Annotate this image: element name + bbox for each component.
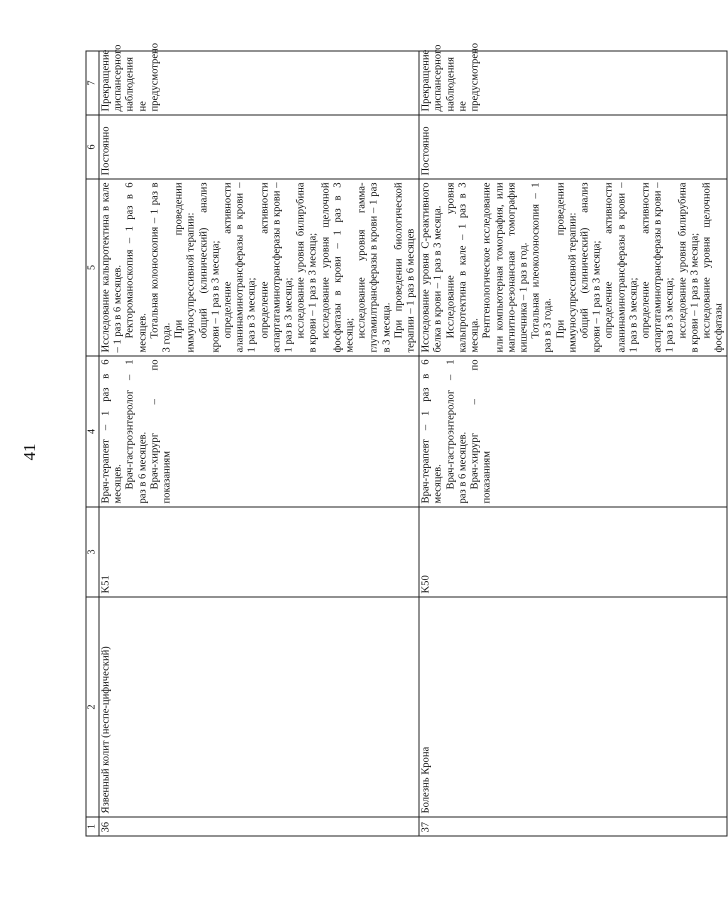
- table-header-row: [86, 51, 99, 836]
- column-header: 2: [86, 597, 99, 817]
- page-number: 41: [20, 443, 39, 461]
- duration-cell: Постоянно: [99, 115, 419, 179]
- studies-cell: [99, 179, 419, 356]
- column-header: 5: [86, 179, 99, 356]
- specialist-item: Врач-терапевт – 1 раз в 6 месяцев.: [100, 359, 124, 504]
- specialists-cell: [99, 356, 419, 507]
- study-item: определение активности аланинаминотрансферазы в крови – 1 раз в 3 месяца;: [603, 182, 640, 353]
- study-item: общий (клинический) анализ крови – 1 раз в 3 месяца;: [198, 182, 222, 353]
- row-number: 37: [419, 817, 727, 836]
- study-item: общий (клинический) анализ крови – 1 раз в 3 месяца;: [579, 182, 603, 353]
- disease-name: Язвенный колит (неспе-цифический): [99, 597, 419, 817]
- specialist-item: Врач-хирург – по показаниям: [149, 359, 173, 504]
- column-header: 4: [86, 356, 99, 507]
- column-header: 6: [86, 115, 99, 179]
- study-item: При проведении биологической терапии – 1 раз в 6 месяцев: [393, 182, 417, 353]
- study-item: исследование уровня щелочной фосфатазы в крови – 1 раз в 3 месяца;: [320, 182, 356, 353]
- dispensary-observation-table: [86, 42, 728, 837]
- termination-cell: Прекращение диспансерного наблюдения не предусмотрено: [99, 51, 419, 115]
- study-item: Тотальная илеоколоноскопия – 1 раз в 3 года.: [530, 182, 554, 353]
- column-header: 1: [86, 817, 99, 836]
- specialist-item: Врач-гастроэнтеролог – 1 раз в 6 месяцев.: [124, 359, 149, 504]
- study-item: При проведении иммуносупрессивной терапии:: [173, 182, 197, 353]
- study-item: Исследование уровня С-реактивного белка в крови – 1 раз в 3 месяца.: [420, 182, 444, 353]
- icd-code: K50: [419, 507, 727, 597]
- row-number: 36: [99, 817, 419, 836]
- disease-name: Болезнь Крона: [419, 597, 727, 817]
- specialists-cell: [419, 356, 727, 507]
- study-item: определение активности аланинаминотрансферазы в крови – 1 раз в 3 месяца;: [222, 182, 258, 353]
- study-item: Исследование уровня кальпротектина в кале – 1 раз в 3 месяца.: [445, 182, 481, 353]
- specialist-item: Врач-терапевт – 1 раз в 6 месяцев.: [420, 359, 444, 504]
- study-item: Тотальная колоноскопия – 1 раз в 3 года.: [149, 182, 173, 353]
- study-item: исследование уровня гамма-глутамилтрансферазы в крови – 1 раз в 3 месяца.: [356, 182, 393, 353]
- study-item: исследование уровня щелочной фосфатазы: [701, 182, 725, 353]
- rotated-page-content: [86, 42, 725, 837]
- study-item: Рентгенологическое исследование или компьютерная томография, или магнитно-резонансная томография кишечника – 1 раз в год.: [481, 182, 530, 353]
- specialist-item: Врач-гастроэнтеролог – 1 раз в 6 месяцев.: [445, 359, 469, 504]
- duration-cell: Постоянно: [419, 115, 727, 179]
- study-item: определение активности аспартатаминотрансферазы в крови – 1 раз в 3 месяца;: [640, 182, 676, 353]
- study-item: Исследование кальпротектина в кале – 1 раз в 6 месяцев.: [100, 182, 124, 353]
- study-item: Ректороманоскопия – 1 раз в 6 месяцев.: [124, 182, 149, 353]
- study-item: исследование уровня билирубина в крови – 1 раз в 3 месяца;: [677, 182, 701, 353]
- studies-cell: [419, 179, 727, 356]
- column-header: 3: [86, 507, 99, 597]
- column-header: 7: [86, 51, 99, 115]
- termination-cell: Прекращение диспансерного наблюдения не предусмотрено: [419, 51, 727, 115]
- icd-code: K51: [99, 507, 419, 597]
- table-row: [419, 51, 727, 836]
- table-row: [99, 51, 419, 836]
- study-item: исследование уровня билирубина в крови – 1 раз в 3 месяца;: [295, 182, 319, 353]
- study-item: При проведении иммуносупрессивной терапии:: [555, 182, 579, 353]
- specialist-item: Врач-хирург – по показаниям: [469, 359, 493, 504]
- study-item: определение активности аспартатаминотрансферазы в крови – 1 раз в 3 месяца;: [259, 182, 295, 353]
